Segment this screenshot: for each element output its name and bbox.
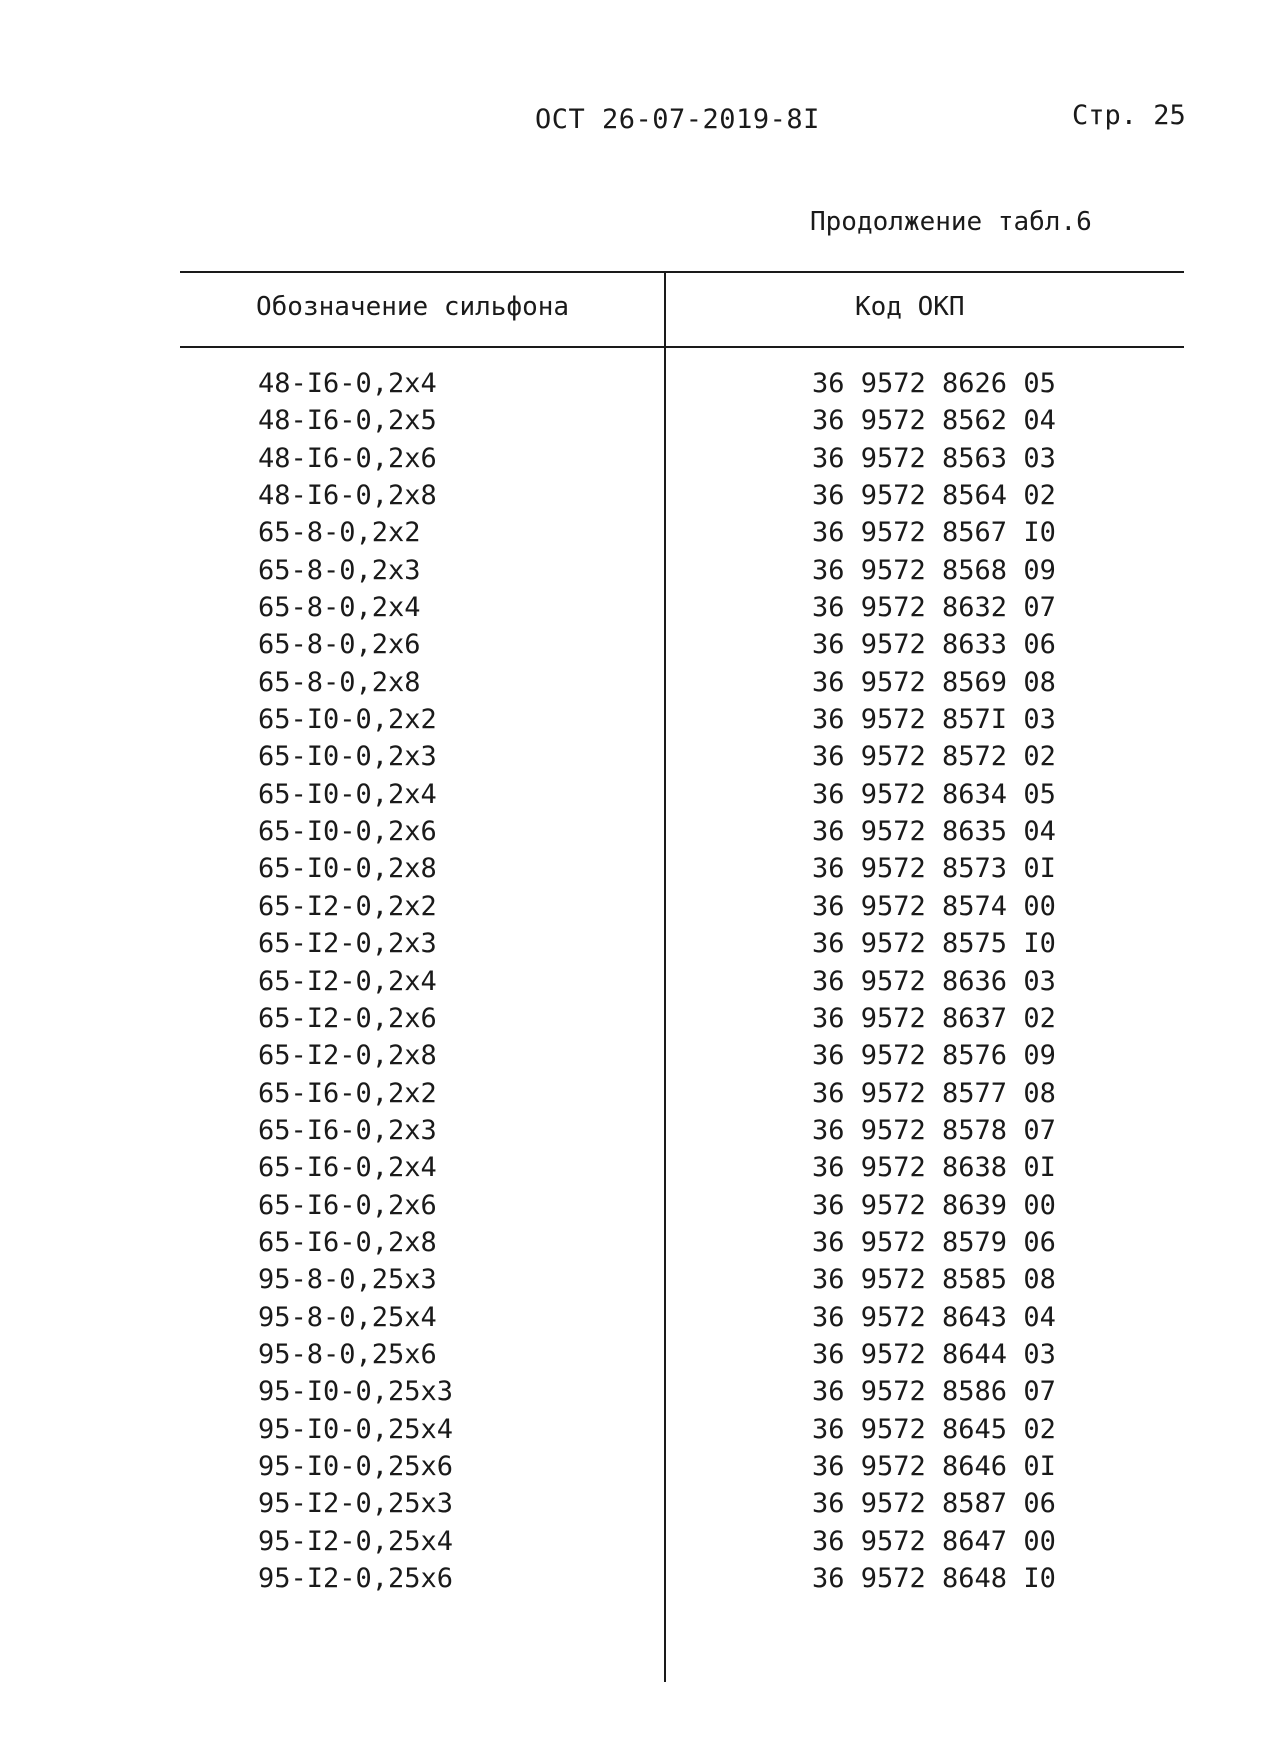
table-row [0,1000,1264,1037]
bellows-designation: 65-8-0,2х2 [258,517,421,549]
okp-code: 36 9572 8645 02 [812,1413,1056,1445]
bellows-designation: 95-I0-0,25х6 [258,1450,454,1482]
okp-code: 36 9572 8574 00 [812,890,1056,922]
table-row [0,1373,1264,1410]
okp-code: 36 9572 8638 0I [812,1152,1056,1184]
table-row [0,1187,1264,1224]
table-body [0,365,1264,1597]
bellows-designation: 95-8-0,25х4 [258,1301,437,1333]
bellows-designation: 95-8-0,25х3 [258,1264,437,1296]
table-row [0,1560,1264,1597]
column-header-okp-code: Код ОКП [855,292,965,322]
bellows-designation: 65-I6-0,2х3 [258,1114,437,1146]
okp-code: 36 9572 8648 I0 [812,1563,1056,1594]
okp-code: 36 9572 8637 02 [812,1002,1056,1034]
okp-code: 36 9572 8573 0I [812,853,1056,885]
okp-code: 36 9572 8646 0I [812,1450,1056,1482]
table-row [0,1149,1264,1186]
bellows-designation: 65-I2-0,2х3 [258,928,437,960]
bellows-designation: 95-I0-0,25х3 [258,1376,454,1408]
okp-code: 36 9572 8632 07 [812,592,1056,624]
bellows-designation: 65-I2-0,2х4 [258,965,437,997]
table-row [0,1448,1264,1485]
table-row [0,1224,1264,1261]
table-row [0,963,1264,1000]
bellows-designation: 95-I2-0,25х4 [258,1525,454,1557]
bellows-designation: 65-8-0,2х3 [258,554,421,586]
okp-code: 36 9572 8586 07 [812,1376,1056,1408]
table-row [0,888,1264,925]
table-row [0,440,1264,477]
bellows-designation: 65-I6-0,2х4 [258,1152,437,1184]
okp-code: 36 9572 8626 05 [812,368,1056,399]
bellows-designation: 65-8-0,2х4 [258,592,421,624]
table-row [0,813,1264,850]
table-row [0,1523,1264,1560]
okp-code: 36 9572 8634 05 [812,778,1056,810]
table-row [0,1299,1264,1336]
bellows-designation: 95-I2-0,25х6 [258,1563,454,1594]
bellows-designation: 48-I6-0,2х6 [258,442,437,474]
table-row [0,1336,1264,1373]
okp-code: 36 9572 8644 03 [812,1338,1056,1370]
table-row [0,664,1264,701]
okp-code: 36 9572 8587 06 [812,1488,1056,1520]
bellows-designation: 65-I2-0,2х6 [258,1002,437,1034]
table-row [0,1112,1264,1149]
okp-code: 36 9572 8569 08 [812,666,1056,698]
bellows-designation: 65-I6-0,2х6 [258,1189,437,1221]
okp-code: 36 9572 8575 I0 [812,928,1056,960]
table-row [0,738,1264,775]
bellows-designation: 48-I6-0,2х8 [258,480,437,512]
table-row [0,850,1264,887]
okp-code: 36 9572 8643 04 [812,1301,1056,1333]
bellows-designation: 65-I6-0,2х2 [258,1077,437,1109]
okp-code: 36 9572 8562 04 [812,405,1056,437]
okp-code: 36 9572 8647 00 [812,1525,1056,1557]
column-header-designation: Обозначение сильфона [256,292,570,322]
bellows-designation: 65-I0-0,2х6 [258,816,437,848]
bellows-designation: 48-I6-0,2х4 [258,368,437,399]
table-row [0,365,1264,402]
table-row [0,402,1264,439]
table-header-rule [180,346,1184,348]
table-row [0,514,1264,551]
okp-code: 36 9572 8568 09 [812,554,1056,586]
bellows-designation: 65-I6-0,2х8 [258,1226,437,1258]
table-row [0,701,1264,738]
bellows-designation: 95-I2-0,25х3 [258,1488,454,1520]
okp-code: 36 9572 8585 08 [812,1264,1056,1296]
okp-code: 36 9572 8578 07 [812,1114,1056,1146]
okp-code: 36 9572 8572 02 [812,741,1056,773]
table-row [0,1261,1264,1298]
document-code: ОСТ 26-07-2019-8I [535,104,820,135]
okp-code: 36 9572 8576 09 [812,1040,1056,1072]
table-top-rule [180,271,1184,273]
okp-code: 36 9572 8564 02 [812,480,1056,512]
table-row [0,589,1264,626]
bellows-designation: 48-I6-0,2х5 [258,405,437,437]
table-row [0,1037,1264,1074]
bellows-designation: 65-I0-0,2х3 [258,741,437,773]
okp-code: 36 9572 8577 08 [812,1077,1056,1109]
bellows-designation: 65-I0-0,2х8 [258,853,437,885]
bellows-designation: 65-8-0,2х6 [258,629,421,661]
okp-code: 36 9572 8635 04 [812,816,1056,848]
okp-code: 36 9572 8639 00 [812,1189,1056,1221]
okp-code: 36 9572 8563 03 [812,442,1056,474]
table-row [0,477,1264,514]
table-row [0,626,1264,663]
okp-code: 36 9572 8636 03 [812,965,1056,997]
bellows-designation: 65-I0-0,2х2 [258,704,437,736]
bellows-designation: 65-8-0,2х8 [258,666,421,698]
table-row [0,776,1264,813]
okp-code: 36 9572 857I 03 [812,704,1056,736]
table-caption: Продолжение табл.6 [810,207,1092,237]
bellows-designation: 65-I0-0,2х4 [258,778,437,810]
table-row [0,1485,1264,1522]
okp-code: 36 9572 8633 06 [812,629,1056,661]
okp-code: 36 9572 8579 06 [812,1226,1056,1258]
bellows-designation: 95-8-0,25х6 [258,1338,437,1370]
page-number: Стр. 25 [1072,100,1186,131]
bellows-designation: 95-I0-0,25х4 [258,1413,454,1445]
table-row [0,925,1264,962]
table-row [0,552,1264,589]
table-row [0,1411,1264,1448]
okp-code: 36 9572 8567 I0 [812,517,1056,549]
bellows-designation: 65-I2-0,2х8 [258,1040,437,1072]
table-row [0,1075,1264,1112]
bellows-designation: 65-I2-0,2х2 [258,890,437,922]
